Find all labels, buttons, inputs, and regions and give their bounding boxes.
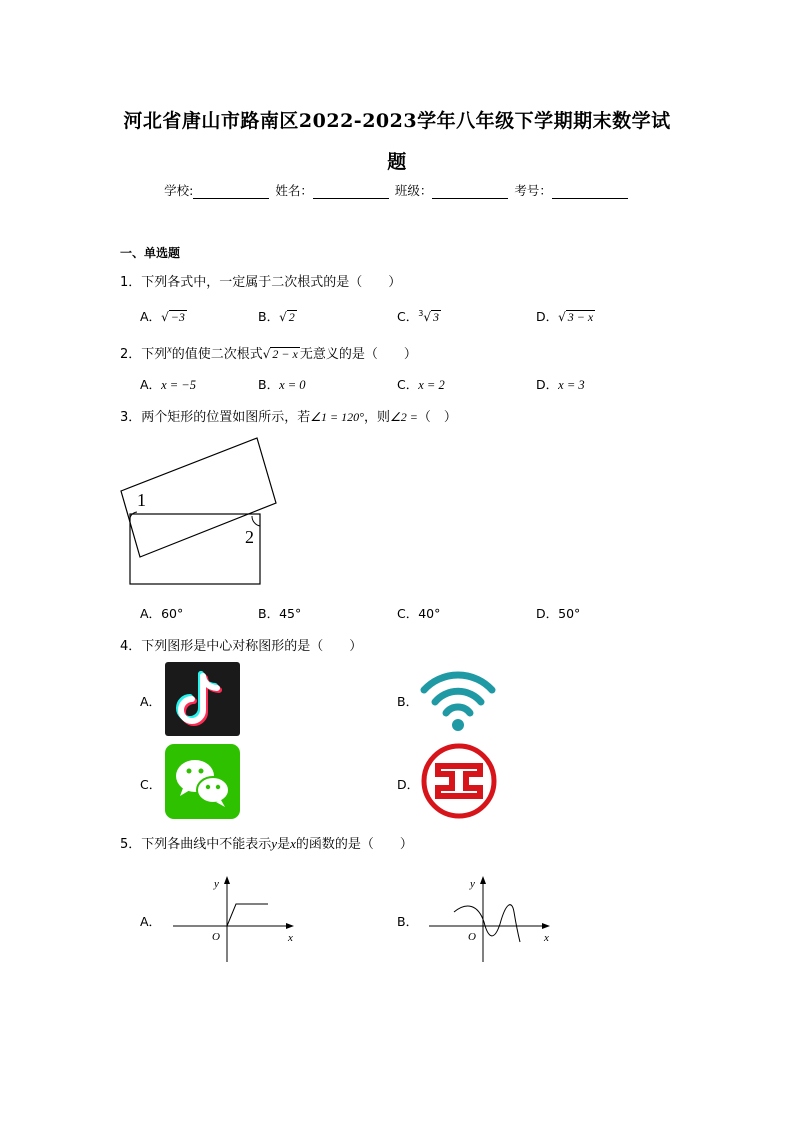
option-label: B． xyxy=(258,309,280,324)
radicand: −3 xyxy=(170,310,185,324)
q5-option-b-label: B． xyxy=(397,914,419,929)
root-index: 3 xyxy=(418,308,424,318)
stem-var: y xyxy=(271,836,278,851)
option-label: A． xyxy=(140,309,162,324)
option-label: B． xyxy=(258,377,280,392)
school-blank[interactable] xyxy=(193,186,269,199)
q4-option-d-label: D． xyxy=(397,777,420,792)
question-1-stem: 1．下列各式中，一定属于二次根式的是（ ） xyxy=(120,275,402,290)
lower-rectangle xyxy=(130,514,260,584)
section-heading: 一、单选题 xyxy=(120,246,181,260)
stem-text: 无意义的是（ ） xyxy=(299,347,417,362)
q3-option-c xyxy=(397,604,440,622)
q2-option-a xyxy=(140,375,196,393)
q2-option-c xyxy=(397,375,445,393)
icbc-logo-icon xyxy=(421,743,497,819)
origin-label: O xyxy=(468,931,476,943)
radicand: 3 xyxy=(432,310,439,324)
name-blank[interactable] xyxy=(313,186,389,199)
radicand: 2 xyxy=(288,310,295,324)
q2-option-d xyxy=(536,375,585,393)
student-info-line xyxy=(0,181,794,199)
stem-text: 3．两个矩形的位置如图所示，若 xyxy=(120,410,311,425)
option-value: x = 3 xyxy=(558,378,585,392)
option-value: 60° xyxy=(161,606,184,621)
x-axis-label: x xyxy=(288,932,293,944)
q3-option-a xyxy=(140,604,183,622)
option-label: D． xyxy=(536,377,559,392)
wechat-logo-icon xyxy=(165,744,240,819)
name-label: 姓名： xyxy=(275,183,313,198)
q3-option-b xyxy=(258,604,301,622)
option-value: x = −5 xyxy=(161,378,196,392)
option-label: C． xyxy=(397,606,419,621)
exam-no-label: 考号： xyxy=(514,183,552,198)
question-4-stem: 4．下列图形是中心对称图形的是（ ） xyxy=(120,639,363,654)
stem-math: ∠2 = xyxy=(389,410,418,424)
option-label: D． xyxy=(536,606,559,621)
document-title-line1: 河北省唐山市路南区2022-2023学年八年级下学期期末数学试 xyxy=(123,110,671,132)
stem-text: （ ） xyxy=(417,410,457,425)
curve-a xyxy=(227,904,268,926)
option-label: C． xyxy=(397,309,419,324)
class-label: 班级： xyxy=(394,183,433,198)
q4-option-b-label: B． xyxy=(397,694,419,709)
stem-text: 5．下列各曲线中不能表示 xyxy=(120,837,272,852)
q1-option-d: D．√ 3 − x xyxy=(536,309,594,324)
q1-option-b: B．√ 2 xyxy=(258,309,295,324)
class-blank[interactable] xyxy=(432,186,508,199)
y-axis-label: y xyxy=(470,878,475,890)
stem-text: 2．下列 xyxy=(120,347,168,362)
option-value: 40° xyxy=(418,606,441,621)
wifi-logo-icon xyxy=(418,662,498,734)
stem-text: 的值使二次根式 xyxy=(171,347,263,362)
q1-option-c: C．$^3$√ 3 xyxy=(397,308,439,324)
stem-text: 是 xyxy=(277,837,291,852)
angle-1-label: 1 xyxy=(137,490,146,510)
curve-b xyxy=(454,905,520,942)
angle-2-arc xyxy=(252,516,260,526)
y-axis-label: y xyxy=(214,878,219,890)
stem-math: ∠1 = 120° xyxy=(310,410,364,424)
q5-option-a-label: A． xyxy=(140,914,162,929)
origin-label: O xyxy=(212,931,220,943)
question-3-stem xyxy=(120,406,457,425)
stem-radicand: 2 − x xyxy=(272,347,298,361)
q5-graph-a xyxy=(170,872,300,967)
question-5-stem xyxy=(120,833,413,852)
stem-text: ，则 xyxy=(363,410,390,425)
q3-option-d xyxy=(536,604,580,622)
option-label: C． xyxy=(397,377,419,392)
option-value: x = 2 xyxy=(418,378,445,392)
option-label: D． xyxy=(536,309,559,324)
stem-text: 的函数的是（ ） xyxy=(295,837,413,852)
q4-option-a-label: A． xyxy=(140,694,162,709)
x-axis-label: x xyxy=(544,932,549,944)
q1-option-a: A．√ −3 xyxy=(140,309,185,324)
tiktok-logo-icon xyxy=(165,662,240,736)
school-label: 学校: xyxy=(164,183,194,198)
option-label: A． xyxy=(140,377,162,392)
question-2-stem: 2．下列$^x$的值使二次根式√ 2 − x 无意义的是（ ） xyxy=(120,344,417,362)
exam-no-blank[interactable] xyxy=(552,186,628,199)
angle-2-label: 2 xyxy=(245,527,254,547)
option-value: 45° xyxy=(279,606,302,621)
option-label: A． xyxy=(140,606,162,621)
radicand: 3 − x xyxy=(567,310,594,324)
stem-var: x xyxy=(290,836,296,851)
option-value: 50° xyxy=(558,606,581,621)
q5-graph-b xyxy=(426,872,556,967)
stem-var: x xyxy=(167,344,172,356)
option-label: B． xyxy=(258,606,280,621)
two-rectangles-figure xyxy=(115,430,285,595)
q2-option-b xyxy=(258,375,306,393)
q4-option-c-label: C． xyxy=(140,777,162,792)
option-value: x = 0 xyxy=(279,378,306,392)
document-title-line2: 题 xyxy=(387,151,407,173)
